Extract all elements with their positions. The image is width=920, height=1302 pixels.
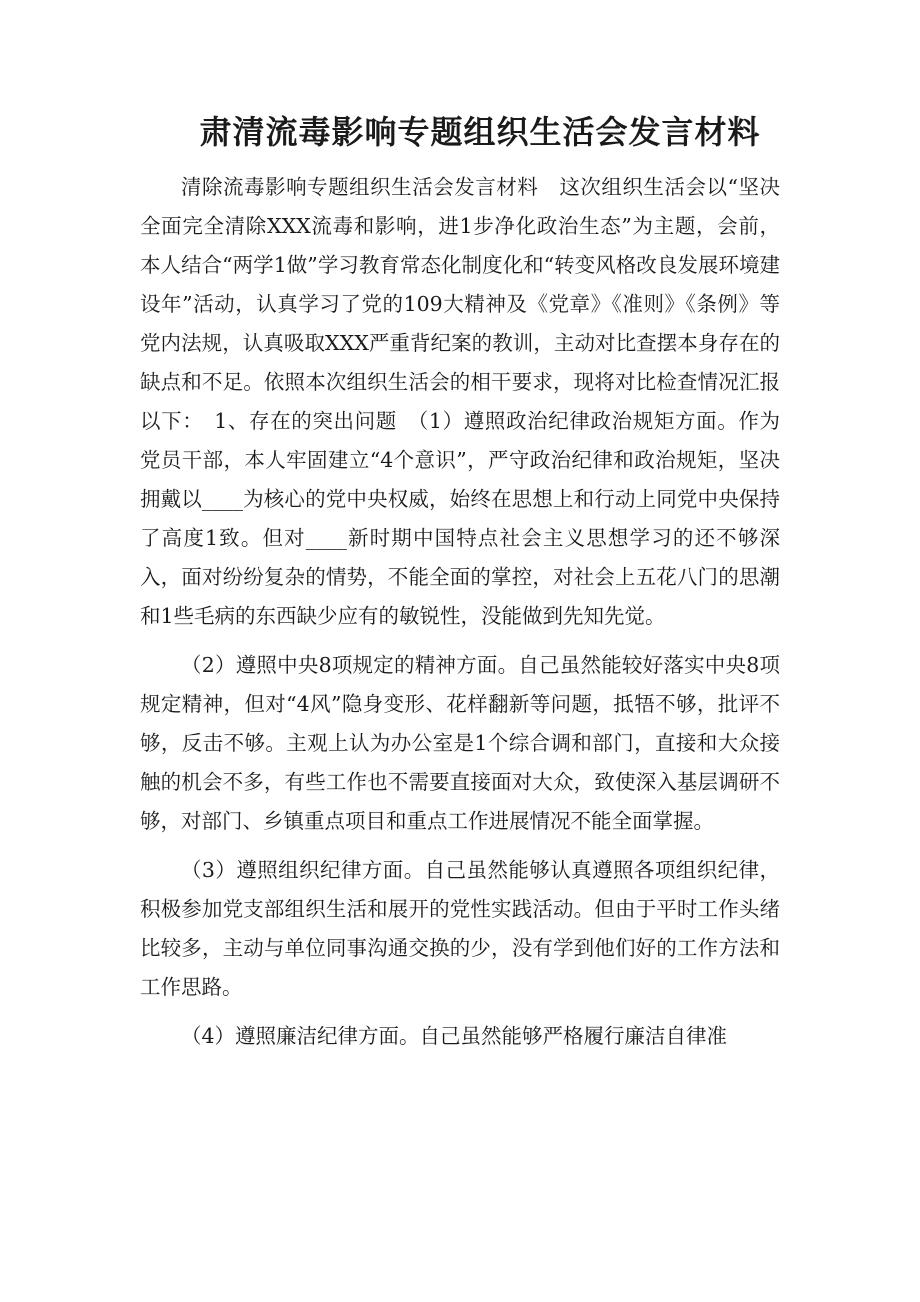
paragraph-intro: 清除流毒影响专题组织生活会发言材料 这次组织生活会以“坚决全面完全清除XXX流毒和影响，进1步净化政治生态”为主题，会前，本人结合“两学1做”学习教育常态化制度化和“转变风格改良发展环境建设年”活动，认真学习了党的109大精神及《党章》《准则》《条例》等党内法规，认真吸取XXX严重背纪案的教训，主动对比查摆本身存在的缺点和不足。依照本次组织生活会的相干要求，现将对比检查情况汇报以下： 1、存在的突出问题 （1）遵照政治纪律政治规矩方面。作为党员干部，本人牢固建立“4个意识”，严守政治纪律和政治规矩，坚决拥戴以____为核心的党中央权威，始终在思想上和行动上同党中央保持了高度1致。但对____新时期中国特点社会主义思想学习的还不够深入，面对纷纷复杂的情势，不能全面的掌控，对社会上五花八门的思潮和1些毛病的东西缺少应有的敏锐性，没能做到先知先觉。 — [140, 175, 780, 628]
paragraph-item-3: （3）遵照组织纪律方面。自己虽然能够认真遵照各项组织纪律，积极参加党支部组织生活和展开的党性实践活动。但由于平时工作头绪比较多，主动与单位同事沟通交换的少，没有学到他们好的工作方法和工作思路。 — [140, 858, 780, 999]
document-body — [140, 168, 780, 1056]
paragraph-item-2: （2）遵照中央8项规定的精神方面。自己虽然能较好落实中央8项规定精神，但对“4风”隐身变形、花样翻新等问题，抵牾不够，批评不够，反击不够。主观上认为办公室是1个综合调和部门，直接和大众接触的机会不多，有些工作也不需要直接面对大众，致使深入基层调研不够，对部门、乡镇重点项目和重点工作进展情况不能全面掌握。 — [140, 653, 780, 833]
paragraph-item-4: （4）遵照廉洁纪律方面。自己虽然能够严格履行廉洁自律准 — [181, 1024, 728, 1048]
document-title: 肃清流毒影响专题组织生活会发言材料 — [199, 113, 761, 151]
